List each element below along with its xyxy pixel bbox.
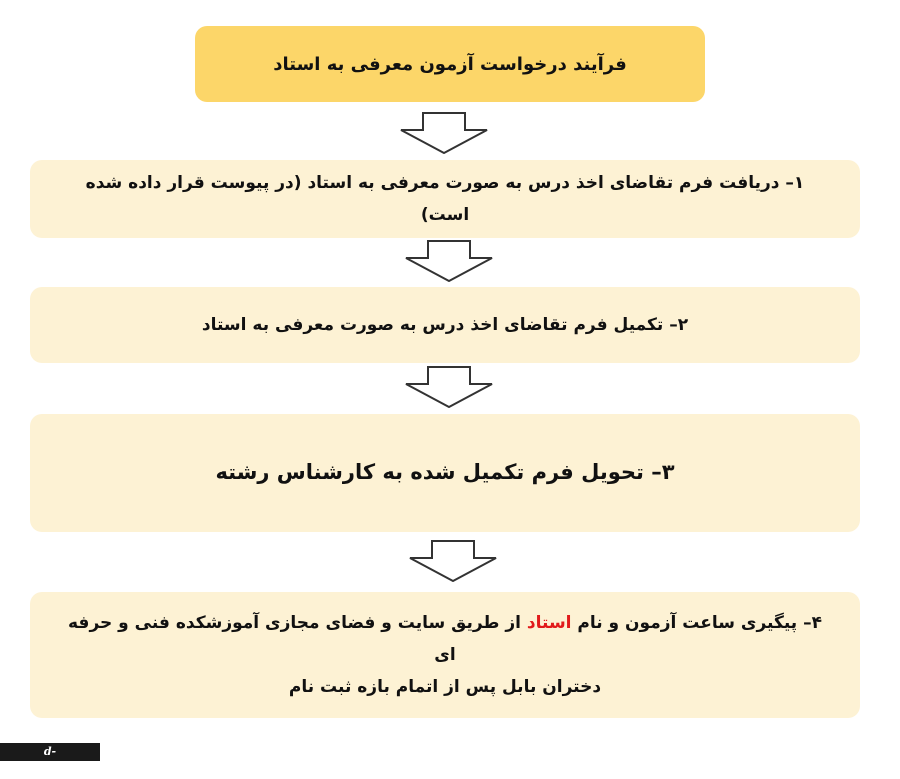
step-1-text: ۱– دریافت فرم تقاضای اخذ درس به صورت معرفی به استاد (در پیوست قرار داده شده است)	[85, 172, 805, 225]
step-2-box	[30, 287, 860, 363]
down-arrow-icon	[404, 366, 494, 408]
step-4-text	[60, 607, 830, 704]
down-arrow-icon	[404, 240, 494, 282]
step-4-line-1	[60, 607, 830, 672]
step-3-text: ۳– تحویل فرم تکمیل شده به کارشناس رشته	[215, 460, 675, 485]
step-2-text: ۲– تکمیل فرم تقاضای اخذ درس به صورت معرفی به استاد	[201, 314, 689, 335]
process-title-box	[195, 26, 705, 102]
step-4-box	[30, 592, 860, 718]
down-arrow-icon	[408, 540, 498, 582]
step-3-box	[30, 414, 860, 532]
step-4-text-part-1: ۴– پیگیری ساعت آزمون و نام	[571, 612, 822, 633]
step-1-box	[30, 160, 860, 238]
step-4-highlight-ostad: استاد	[526, 612, 572, 633]
down-arrow-icon	[399, 112, 489, 154]
step-4-text-part-2: از طریق سایت و فضای مجازی آموزشکده فنی و حرفه ای	[68, 612, 527, 665]
step-4-line-2: دختران بابل پس از اتمام بازه ثبت نام	[288, 677, 602, 698]
footer-url	[0, 743, 100, 776]
process-title: فرآیند درخواست آزمون معرفی به استاد	[273, 53, 627, 75]
footer-url-text: d-babol.nus.ac.ir	[4, 745, 96, 776]
